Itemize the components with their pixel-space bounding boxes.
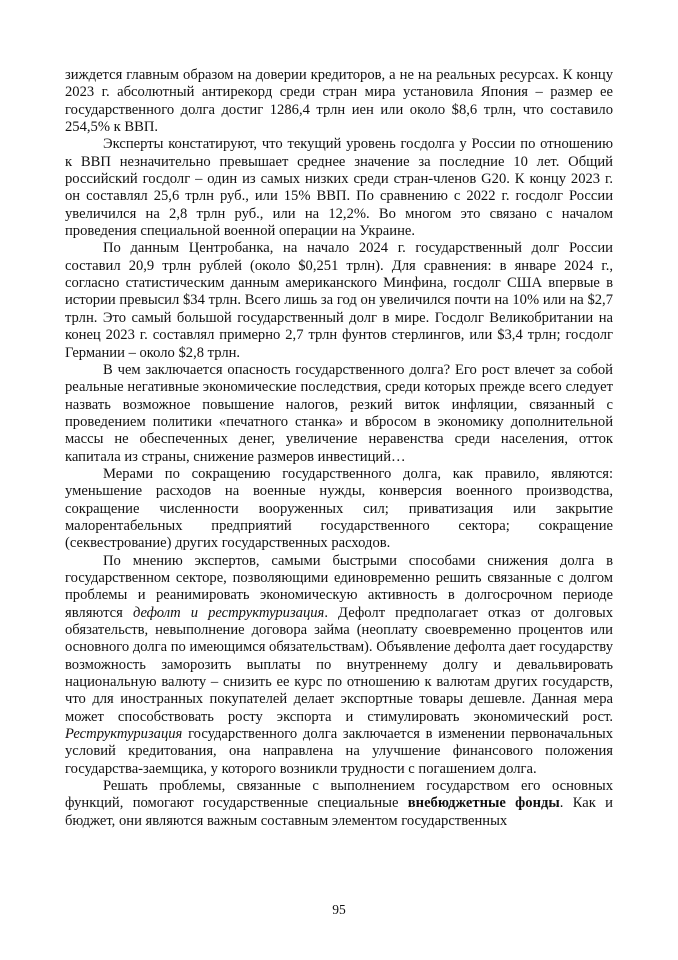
text-run: государственного долга заключается в изменении первоначальных условий кредитования, она направлена на улучшение финансового положения государства-заемщика, у которого возникли трудности с погашением долга. xyxy=(65,726,613,777)
paragraph xyxy=(65,67,613,136)
text-run: По данным Центробанка, на начало 2024 г. государственный долг России составил 20,9 трлн рублей (около $0,251 трлн). Для сравнения: в январе 2024 г., согласно статистическим данным американского Минфина, госдолг США впервые в истории превысил $34 трлн. Всего лишь за год он увеличился почти на 10% или на $2,7 трлн. Это самый большой государственный долг в мире. Госдолг Великобритании на конец 2023 г. составлял примерно 2,7 трлн фунтов стерлингов, или $3,4 трлн; госдолг Германии – около $2,8 трлн. xyxy=(65,240,613,361)
page-number: 95 xyxy=(332,902,346,917)
paragraph xyxy=(65,466,613,553)
paragraph xyxy=(65,136,613,240)
paragraph xyxy=(65,553,613,778)
text-run: По мнению экспертов, самыми быстрыми способами снижения долга в государственном секторе, позволяющими единовременно решить связанные с долгом проблемы и реанимировать экономическую активность в долгосрочном периоде являются xyxy=(65,552,613,621)
text-run: Решать проблемы, связанные с выполнением государством его основных функций, помогают государственные специальные xyxy=(65,778,613,812)
text-run: Мерами по сокращению государственного долга, как правило, являются: уменьшение расходов на военные нужды, конверсия военного производства, сокращение численности вооруженных сил; приватизация или закрытие малорентабельных предприятий государственного сектора; сокращение (секвестрование) других государственных расходов. xyxy=(65,465,613,552)
page-body-text xyxy=(65,67,613,830)
bold-term: внебюджетные фонды xyxy=(407,795,560,812)
paragraph xyxy=(65,240,613,361)
italic-term: дефолт и реструктуризация xyxy=(132,604,325,621)
text-run: зиждется главным образом на доверии кредиторов, а не на реальных ресурсах. К концу 2023 г. абсолютный антирекорд среди стран мира установила Япония – размер ее государственного долга достиг 1286,4 трлн иен или около $8,6 трлн, что составило 254,5% к ВВП. xyxy=(65,67,613,136)
text-run: Эксперты констатируют, что текущий уровень госдолга у России по отношению к ВВП незначительно превышает среднее значение за последние 10 лет. Общий российский госдолг – один из самых низких среди стран-членов G20. К концу 2023 г. он составлял 25,6 трлн руб., или 15% ВВП. По сравнению с 2022 г. госдолг России увеличился на 2,8 трлн руб., или на 12,2%. Во многом это связано с началом проведения специальной военной операции на Украине. xyxy=(65,136,613,240)
italic-term: Реструктуризация xyxy=(65,726,183,743)
text-run: . Как и бюджет, они являются важным составным элементом государственных xyxy=(65,795,613,829)
paragraph xyxy=(65,778,613,830)
text-run: . Дефолт предполагает отказ от долговых обязательств, невыполнение договора займа (неоплату своевременно процентов или основного долга по имеющимся обязательствам). Объявление дефолта дает государству возможность заморозить выплаты по внутреннему долгу и девальвировать национальную валюту – снизить ее курс по отношению к валютам других государств, что для иностранных покупателей делает экспортные товары дешевле. Данная мера может способствовать росту экспорта и стимулировать экономический рост. xyxy=(65,604,613,725)
paragraph xyxy=(65,362,613,466)
text-run: В чем заключается опасность государственного долга? Его рост влечет за собой реальные негативные экономические последствия, среди которых прежде всего следует назвать возможное повышение налогов, резкий виток инфляции, связанный с проведением политики «печатного станка» и вбросом в экономику дополнительной массы не обеспеченных денег, увеличение неравенства среди населения, отток капитала из страны, снижение размеров инвестиций… xyxy=(65,361,613,465)
